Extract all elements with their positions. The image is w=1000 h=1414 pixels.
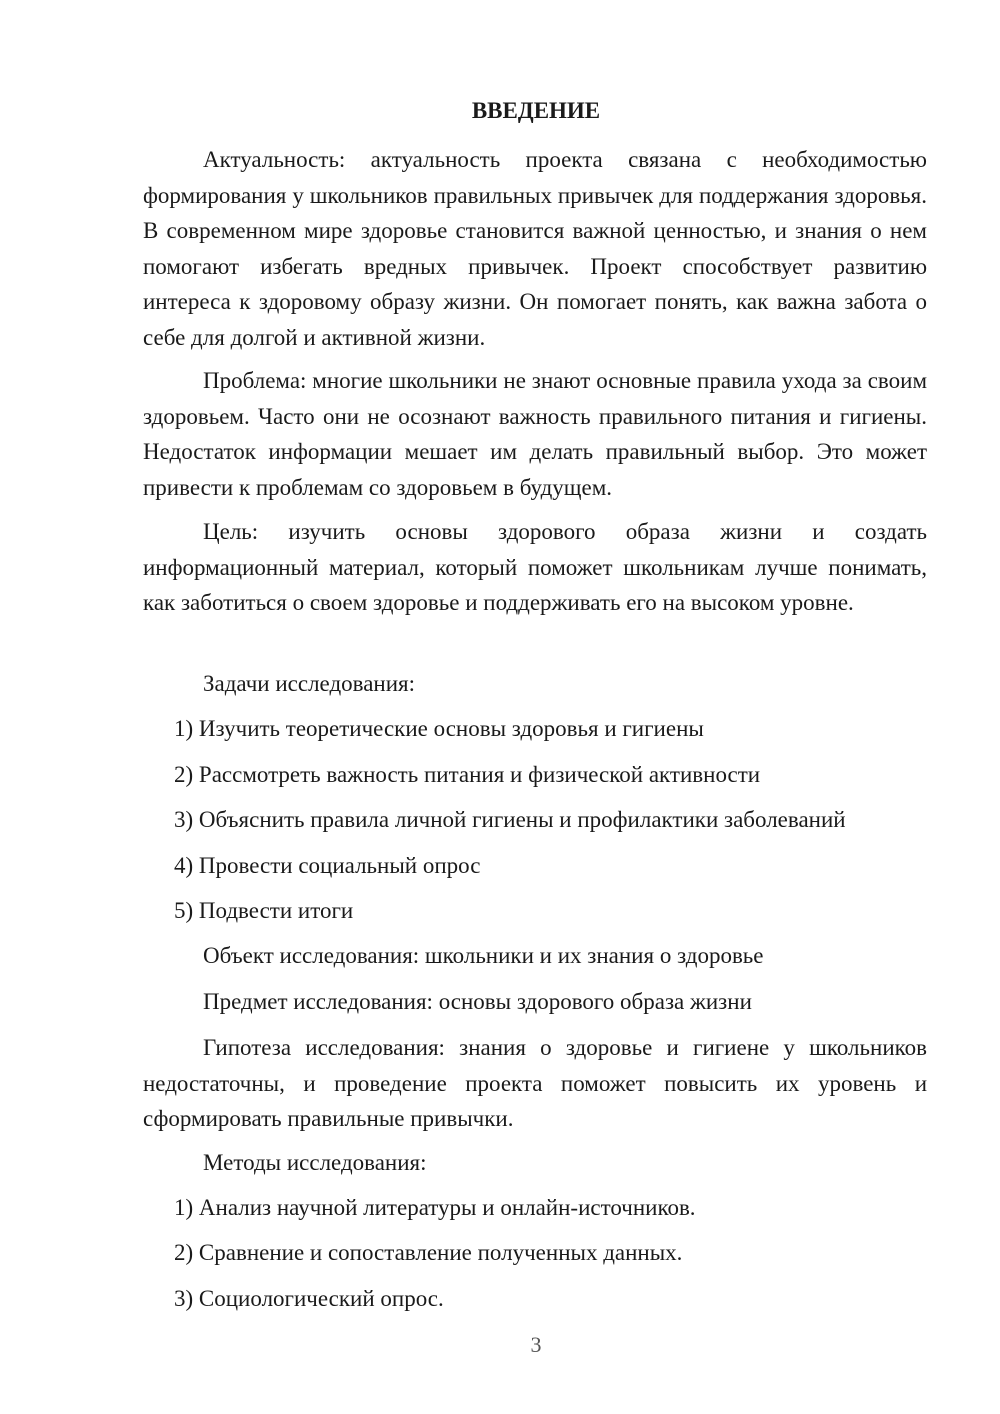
paragraph-hypothesis: Гипотеза исследования: знания о здоровье и гигиене у школьников недостаточны, и проведение проекта поможет повысить их уровень и сформировать правильные привычки. <box>143 1035 927 1131</box>
page-number: 3 <box>530 1332 542 1357</box>
tasks-title: Задачи исследования: <box>203 671 416 696</box>
paragraph-goal: Цель: изучить основы здорового образа жизни и создать информационный материал, который поможет школьникам лучше понимать, как заботиться о своем здоровье и поддерживать его на высоком уровне. <box>143 519 927 615</box>
method-item-2: 2) Сравнение и сопоставление полученных данных. <box>174 1240 683 1265</box>
task-item-1: 1) Изучить теоретические основы здоровья и гигиены <box>174 716 704 741</box>
task-item-3: 3) Объяснить правила личной гигиены и профилактики заболеваний <box>174 807 846 832</box>
task-item-5: 5) Подвести итоги <box>174 898 354 923</box>
task-item-2: 2) Рассмотреть важность питания и физической активности <box>174 762 761 787</box>
method-item-3: 3) Социологический опрос. <box>174 1286 444 1311</box>
task-item-4: 4) Провести социальный опрос <box>174 853 481 878</box>
research-subject: Предмет исследования: основы здорового образа жизни <box>203 989 752 1014</box>
section-heading: ВВЕДЕНИЕ <box>471 98 601 123</box>
paragraph-problem: Проблема: многие школьники не знают основные правила ухода за своим здоровьем. Часто они не осознают важность правильного питания и гигиены. Недостаток информации мешает им делать правильный выбор. Это может привести к проблемам со здоровьем в будущем. <box>143 368 927 500</box>
research-object: Объект исследования: школьники и их знания о здоровье <box>203 943 764 968</box>
paragraph-actuality: Актуальность: актуальность проекта связана с необходимостью формирования у школьников правильных привычек для поддержания здоровья. В современном мире здоровье становится важной ценностью, и знания о нем помогают избегать вредных привычек. Проект способствует развитию интереса к здоровому образу жизни. Он помогает понять, как важна забота о себе для долгой и активной жизни. <box>143 147 927 350</box>
method-item-1: 1) Анализ научной литературы и онлайн-источников. <box>174 1195 696 1220</box>
methods-title: Методы исследования: <box>203 1150 427 1175</box>
